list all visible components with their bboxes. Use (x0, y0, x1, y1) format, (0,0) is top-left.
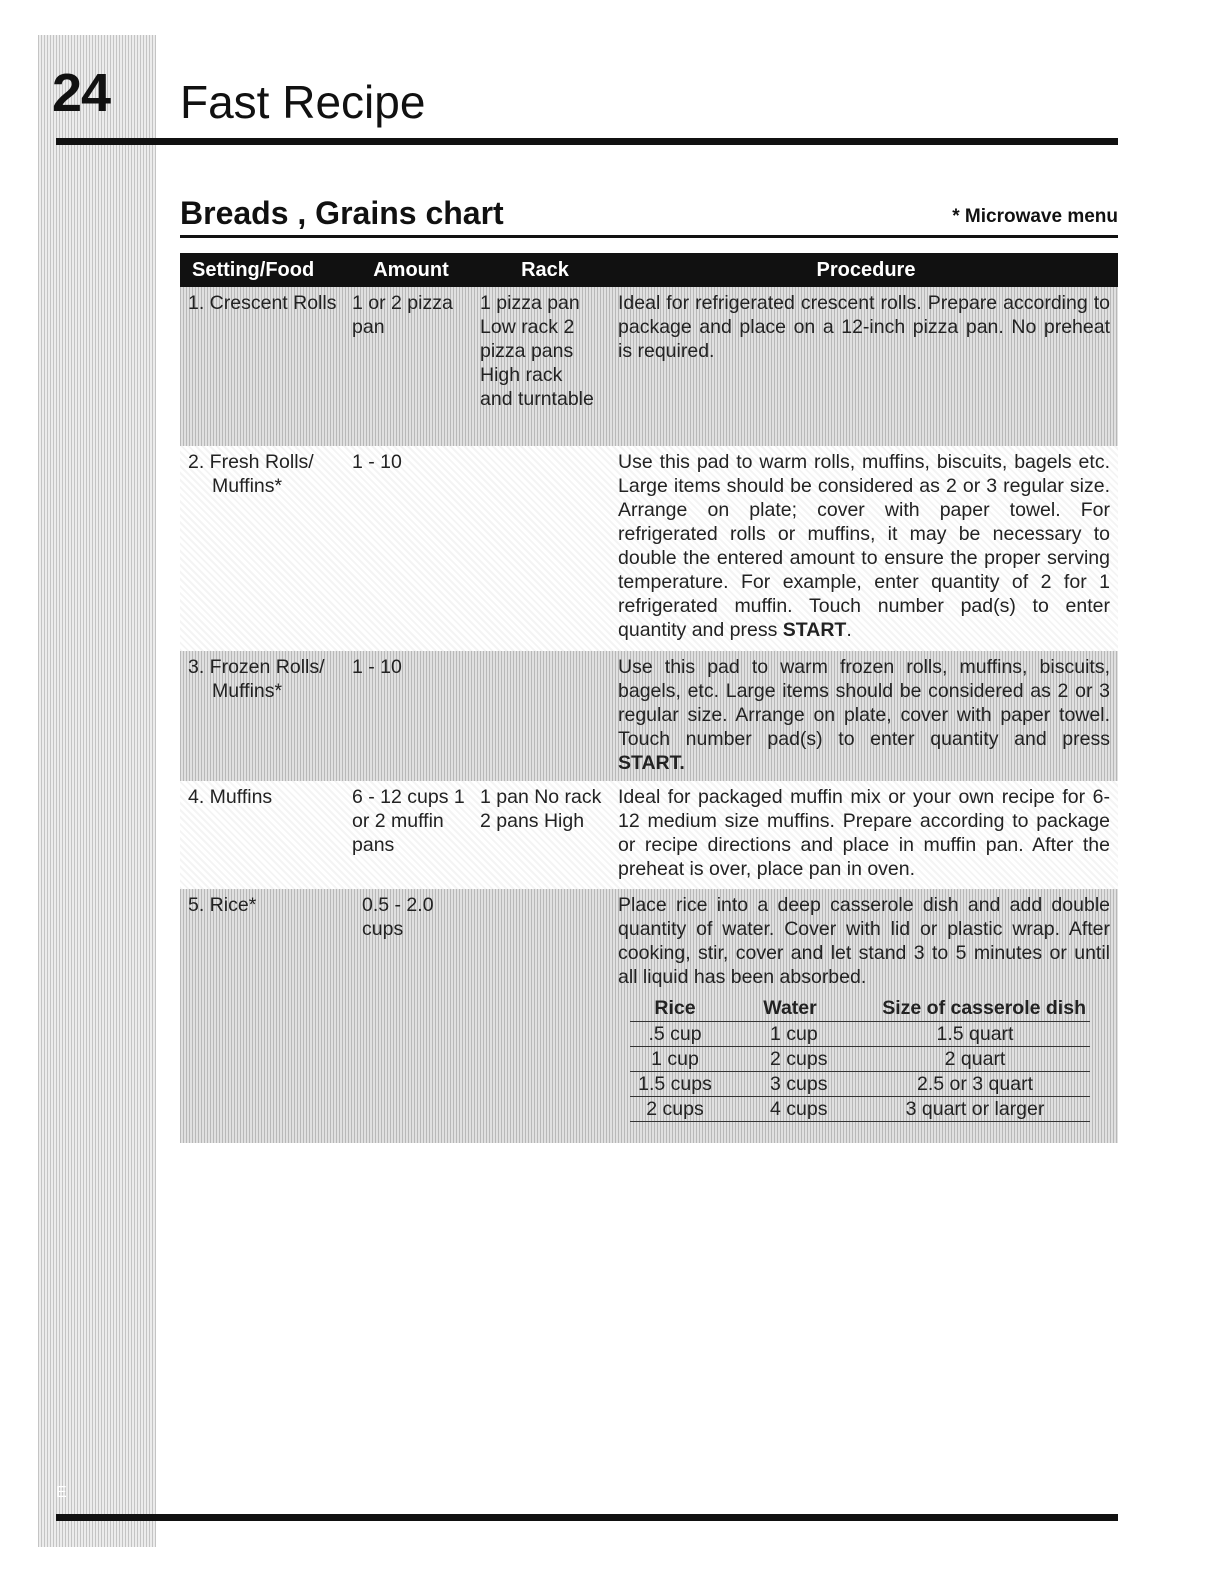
procedure-text: Use this pad to warm frozen rolls, muffins, biscuits, bagels, etc. Large items should be considered as 2 or 3 regular size. Arrange on plate, cover with paper towel. Touch number pad(s) to enter quantity and press (618, 656, 1110, 750)
rice-amount: 1.5 cups (630, 1072, 720, 1097)
rice-amount: 1 cup (630, 1047, 720, 1072)
rack-cell: 1 pizza pan Low rack 2 pizza pans High rack and turntable (480, 292, 594, 410)
section-rule (180, 235, 1118, 238)
amount-cell: 1 - 10 (352, 656, 402, 678)
amount-cell: 6 - 12 cups 1 or 2 muffin pans (352, 786, 465, 856)
page-number: 24 (52, 63, 111, 123)
table-header-row (180, 253, 1118, 287)
language-mark: E (56, 1484, 67, 1501)
procedure-cell (614, 889, 1118, 1143)
food-name: 2. Fresh Rolls/ Muffins* (188, 451, 314, 497)
food-name: 3. Frozen Rolls/ Muffins* (188, 656, 325, 702)
procedure-cell: Ideal for refrigerated crescent rolls. Prepare according to package and place on a 12-inch pizza pan. No preheat is required. (618, 292, 1110, 362)
amount-cell: 1 or 2 pizza pan (352, 292, 453, 338)
rice-table-row (630, 1097, 1090, 1122)
table-row (180, 287, 1118, 446)
casserole-col-header: Size of casserole dish (860, 995, 1090, 1022)
food-name: 4. Muffins (188, 786, 273, 808)
rice-amount: .5 cup (630, 1022, 720, 1047)
amount-cell: 0.5 - 2.0 cups (362, 894, 434, 940)
casserole-size: 3 quart or larger (860, 1097, 1090, 1122)
rice-col-header: Rice (630, 995, 720, 1022)
rice-amount: 2 cups (630, 1097, 720, 1122)
rack-cell (476, 889, 614, 1143)
amount-cell: 1 - 10 (352, 451, 402, 473)
header-procedure: Procedure (816, 258, 916, 281)
rice-table-header (630, 995, 1090, 1022)
table-row (180, 781, 1118, 889)
header-rack: Rack (521, 258, 569, 281)
casserole-size: 2 quart (860, 1047, 1090, 1072)
header-setting-food: Setting/Food (192, 258, 315, 281)
table-row (180, 651, 1118, 781)
bottom-rule (56, 1514, 1118, 1521)
water-col-header: Water (720, 995, 860, 1022)
procedure-cell (614, 446, 1118, 651)
procedure-text: Use this pad to warm rolls, muffins, biscuits, bagels etc. Large items should be considered as 2 or 3 regular size. Arrange on plate; cover with paper towel. For refrigerated rolls or muffins, it may be necessary to double the entered amount to ensure the proper serving temperature. For example, enter quantity of 2 for 1 refrigerated muffin. Touch number pad(s) to enter quantity and press (618, 451, 1110, 641)
rice-table-row (630, 1022, 1090, 1047)
food-name: 5. Rice* (188, 894, 257, 916)
rice-table-row (630, 1072, 1090, 1097)
procedure-end: . (846, 619, 852, 641)
start-label: START. (618, 752, 685, 774)
water-amount: 1 cup (720, 1022, 860, 1047)
page-title: Fast Recipe (180, 76, 426, 128)
table-row (180, 889, 1118, 1143)
top-rule (56, 138, 1118, 145)
rack-cell (476, 446, 614, 651)
section-title: Breads , Grains chart (180, 195, 504, 231)
table-row (180, 446, 1118, 651)
procedure-text: Place rice into a deep casserole dish and add double quantity of water. Cover with lid or plastic wrap. After cooking, stir, cover and let stand 3 to 5 minutes or until all liquid has been absorbed. (618, 894, 1110, 988)
water-amount: 2 cups (720, 1047, 860, 1072)
rice-table-row (630, 1047, 1090, 1072)
casserole-size: 1.5 quart (860, 1022, 1090, 1047)
water-amount: 4 cups (720, 1097, 860, 1122)
microwave-menu-note: * Microwave menu (952, 206, 1118, 227)
rack-cell (476, 651, 614, 781)
food-name: 1. Crescent Rolls (188, 292, 337, 314)
rice-water-table (630, 995, 1090, 1122)
procedure-cell (614, 651, 1118, 781)
water-amount: 3 cups (720, 1072, 860, 1097)
header-amount: Amount (373, 258, 449, 281)
start-label: START (782, 619, 847, 641)
casserole-size: 2.5 or 3 quart (860, 1072, 1090, 1097)
breads-grains-chart (180, 253, 1118, 1143)
side-strip (38, 35, 156, 1547)
procedure-cell: Ideal for packaged muffin mix or your own recipe for 6-12 medium size muffins. Prepare according to package or recipe directions and place in muffin pan. After the preheat is over, place pan in oven. (618, 786, 1110, 880)
rack-cell: 1 pan No rack 2 pans High (480, 786, 602, 832)
